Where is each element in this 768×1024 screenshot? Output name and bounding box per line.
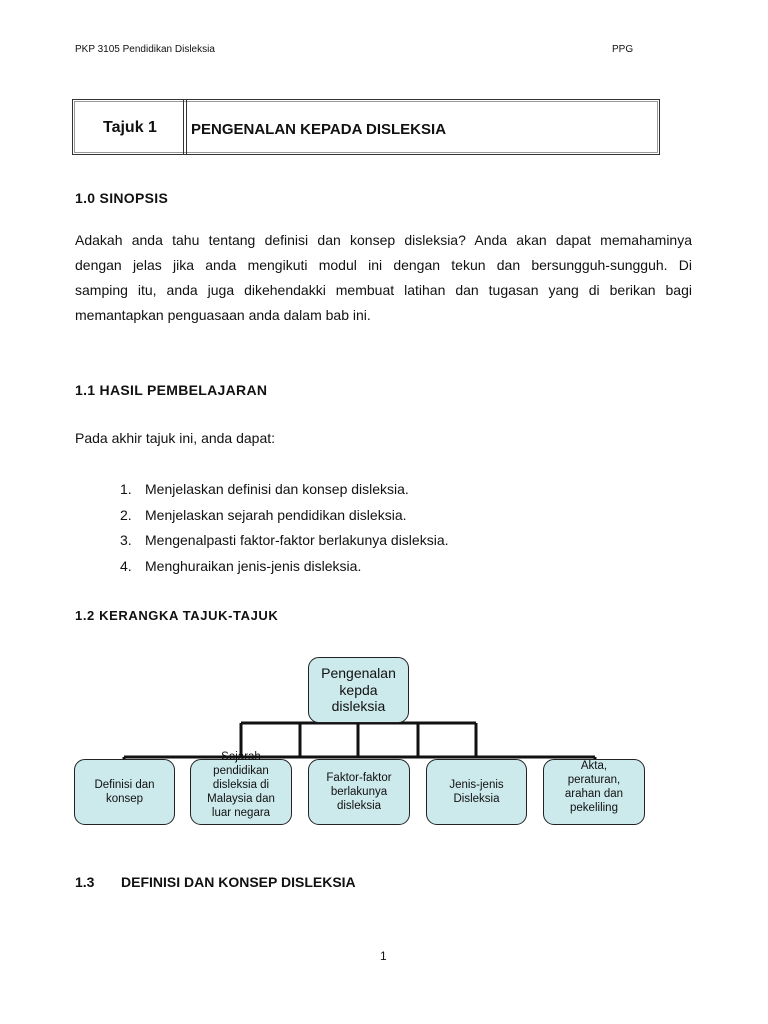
definisi-heading: [75, 874, 356, 890]
running-header-program: PPG: [612, 44, 634, 55]
kerangka-heading: 1.2 KERANGKA TAJUK-TAJUK: [75, 608, 279, 623]
hasil-intro: Pada akhir tajuk ini, anda dapat:: [75, 430, 276, 446]
node-label: Akta, peraturan, arahan dan pekeliling: [564, 760, 624, 814]
list-item-number: 3.: [120, 532, 132, 548]
list-item: [120, 481, 449, 507]
node-label: Sejarah pendidikan disleksia di Malaysia dan luar negara: [207, 751, 275, 819]
hasil-heading: 1.1 HASIL PEMBELAJARAN: [75, 382, 268, 398]
sinopsis-paragraph: [75, 228, 692, 328]
list-item-text: Menjelaskan sejarah pendidikan disleksia.: [145, 506, 407, 523]
list-item: [120, 532, 449, 558]
title-divider: [186, 100, 187, 154]
connector-lines: [124, 722, 595, 762]
node-label: Faktor-faktor berlakunya disleksia: [326, 772, 392, 812]
title-divider: [183, 100, 184, 154]
node-label: Pengenalan kepda disleksia: [321, 665, 396, 715]
page-number: 1: [380, 949, 387, 963]
node-label: Definisi dan konsep: [94, 779, 155, 805]
node-label: Jenis-jenis Disleksia: [449, 779, 504, 805]
topic-title-box: [72, 99, 660, 155]
definisi-title: DEFINISI DAN KONSEP DISLEKSIA: [121, 874, 356, 890]
list-item-number: 1.: [120, 481, 132, 497]
sinopsis-line: memantapkan penguasaan anda dalam bab ini.: [75, 307, 371, 323]
sinopsis-line: samping itu, anda juga dikehendakki membuat latihan dan tugasan yang di berikan bagi: [75, 282, 692, 298]
list-item: [120, 558, 449, 584]
sinopsis-line: dengan jelas jika anda mengikuti modul ini dengan tekun dan bersungguh-sungguh. Di: [75, 257, 692, 273]
list-item-number: 4.: [120, 557, 132, 574]
learning-outcomes-list: [120, 481, 449, 583]
list-item-text: Mengenalpasti faktor-faktor berlakunya disleksia.: [145, 532, 449, 548]
topic-title: PENGENALAN KEPADA DISLEKSIA: [191, 121, 447, 138]
diagram-child-node: [74, 759, 175, 825]
list-item-text: Menghuraikan jenis-jenis disleksia.: [145, 557, 362, 574]
diagram-root-node: [308, 657, 409, 723]
diagram-child-node: [308, 759, 410, 825]
sinopsis-heading: 1.0 SINOPSIS: [75, 190, 169, 206]
diagram-child-node: [543, 759, 645, 825]
list-item-number: 2.: [120, 506, 132, 523]
list-item: [120, 507, 449, 533]
sinopsis-line: Adakah anda tahu tentang definisi dan konsep disleksia? Anda akan dapat memahaminya: [75, 232, 692, 248]
diagram-child-node: [190, 751, 292, 825]
diagram-child-node: [426, 759, 527, 825]
list-item-text: Menjelaskan definisi dan konsep disleksia.: [145, 481, 409, 497]
topic-label: Tajuk 1: [103, 119, 157, 136]
definisi-number: 1.3: [75, 874, 95, 890]
running-header-course: PKP 3105 Pendidikan Disleksia: [75, 44, 215, 55]
